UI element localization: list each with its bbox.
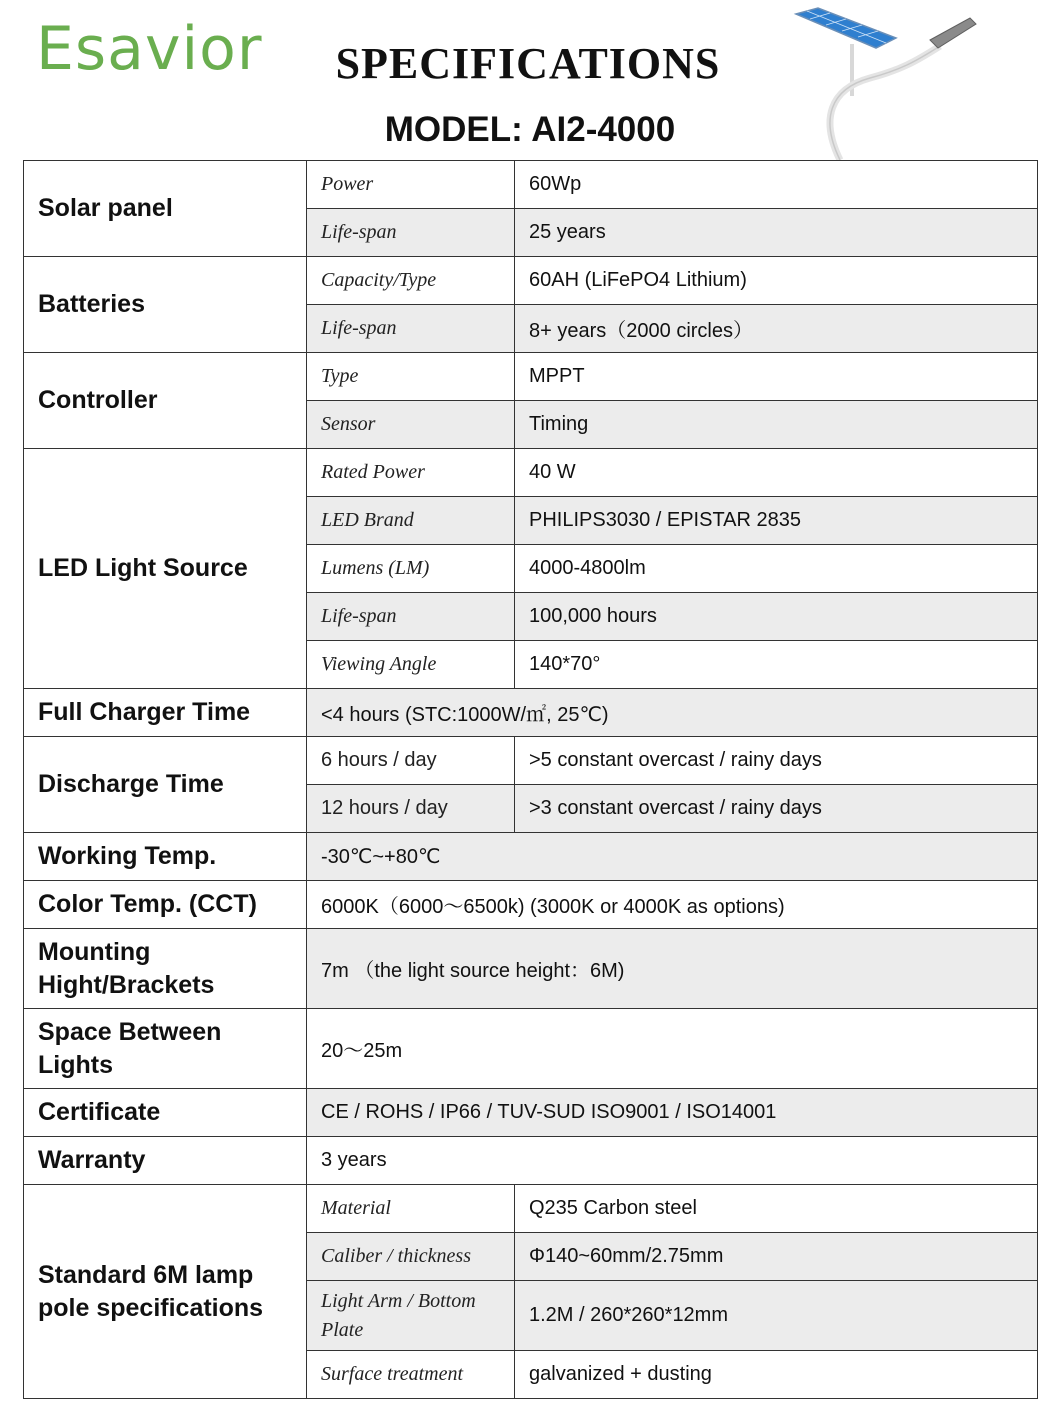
spec-value: 25 years: [515, 209, 1038, 257]
spec-value: galvanized + dusting: [515, 1351, 1038, 1399]
spec-key: Capacity/Type: [307, 257, 515, 305]
category-controller: Controller: [24, 353, 307, 449]
spec-key: Caliber / thickness: [307, 1233, 515, 1281]
category-batteries: Batteries: [24, 257, 307, 353]
spec-key: Sensor: [307, 401, 515, 449]
spec-value: -30℃~+80℃: [307, 833, 1038, 881]
spec-key: Type: [307, 353, 515, 401]
table-row: [24, 929, 1038, 1009]
spec-key: Power: [307, 161, 515, 209]
table-row: [24, 881, 1038, 929]
category-color-temp: Color Temp. (CCT): [24, 881, 307, 929]
spec-value: >3 constant overcast / rainy days: [515, 785, 1038, 833]
table-row: [24, 1137, 1038, 1185]
spec-key: Material: [307, 1185, 515, 1233]
table-row: [24, 1009, 1038, 1089]
spec-value: MPPT: [515, 353, 1038, 401]
table-row: [24, 1185, 1038, 1233]
category-led-light-source: LED Light Source: [24, 449, 307, 689]
spec-key: LED Brand: [307, 497, 515, 545]
table-row: [24, 161, 1038, 209]
model-number: MODEL: AI2-4000: [384, 110, 676, 149]
table-row: [24, 449, 1038, 497]
spec-value: 40 W: [515, 449, 1038, 497]
spec-key: Surface treatment: [307, 1351, 515, 1399]
spec-value: 60Wp: [515, 161, 1038, 209]
spec-key: Life-span: [307, 593, 515, 641]
table-row: [24, 257, 1038, 305]
table-row: [24, 833, 1038, 881]
spec-value: CE / ROHS / IP66 / TUV-SUD ISO9001 / ISO14001: [307, 1089, 1038, 1137]
table-row: [24, 1089, 1038, 1137]
spec-key: Life-span: [307, 209, 515, 257]
category-lamp-pole: Standard 6M lamp pole specifications: [24, 1185, 307, 1399]
spec-key: 12 hours / day: [307, 785, 515, 833]
table-row: [24, 737, 1038, 785]
street-lamp-image: [790, 4, 980, 160]
category-space-between-lights: Space Between Lights: [24, 1009, 307, 1089]
spec-value: Timing: [515, 401, 1038, 449]
spec-value: 4000-4800lm: [515, 545, 1038, 593]
spec-value: 6000K（6000～6500k) (3000K or 4000K as options): [307, 881, 1038, 929]
spec-value: Φ140~60mm/2.75mm: [515, 1233, 1038, 1281]
category-certificate: Certificate: [24, 1089, 307, 1137]
category-warranty: Warranty: [24, 1137, 307, 1185]
specifications-table: [23, 160, 1038, 1399]
category-mounting: Mounting Hight/Brackets: [24, 929, 307, 1009]
category-full-charger-time: Full Charger Time: [24, 689, 307, 737]
spec-value: 1.2M / 260*260*12mm: [515, 1281, 1038, 1351]
spec-value: 3 years: [307, 1137, 1038, 1185]
spec-value: <4 hours (STC:1000W/㎡, 25℃): [307, 689, 1038, 737]
spec-key: 6 hours / day: [307, 737, 515, 785]
solar-panel-graphic: [796, 8, 896, 48]
spec-value: Q235 Carbon steel: [515, 1185, 1038, 1233]
spec-key: Lumens (LM): [307, 545, 515, 593]
spec-value: 8+ years（2000 circles）: [515, 305, 1038, 353]
spec-key: Light Arm / Bottom Plate: [307, 1281, 515, 1351]
spec-value: PHILIPS3030 / EPISTAR 2835: [515, 497, 1038, 545]
category-discharge-time: Discharge Time: [24, 737, 307, 833]
page-title-text: SPECIFICATIONS: [335, 39, 721, 88]
spec-key: Viewing Angle: [307, 641, 515, 689]
spec-value: 100,000 hours: [515, 593, 1038, 641]
spec-key: Life-span: [307, 305, 515, 353]
spec-key: Rated Power: [307, 449, 515, 497]
category-working-temp: Working Temp.: [24, 833, 307, 881]
category-solar-panel: Solar panel: [24, 161, 307, 257]
brand-logo-text: Esavior: [36, 14, 263, 84]
spec-value: >5 constant overcast / rainy days: [515, 737, 1038, 785]
spec-value: 140*70°: [515, 641, 1038, 689]
spec-value: 60AH (LiFePO4 Lithium): [515, 257, 1038, 305]
table-row: [24, 353, 1038, 401]
table-row: [24, 689, 1038, 737]
spec-value: 20～25m: [307, 1009, 1038, 1089]
spec-value: 7m （the light source height：6M): [307, 929, 1038, 1009]
